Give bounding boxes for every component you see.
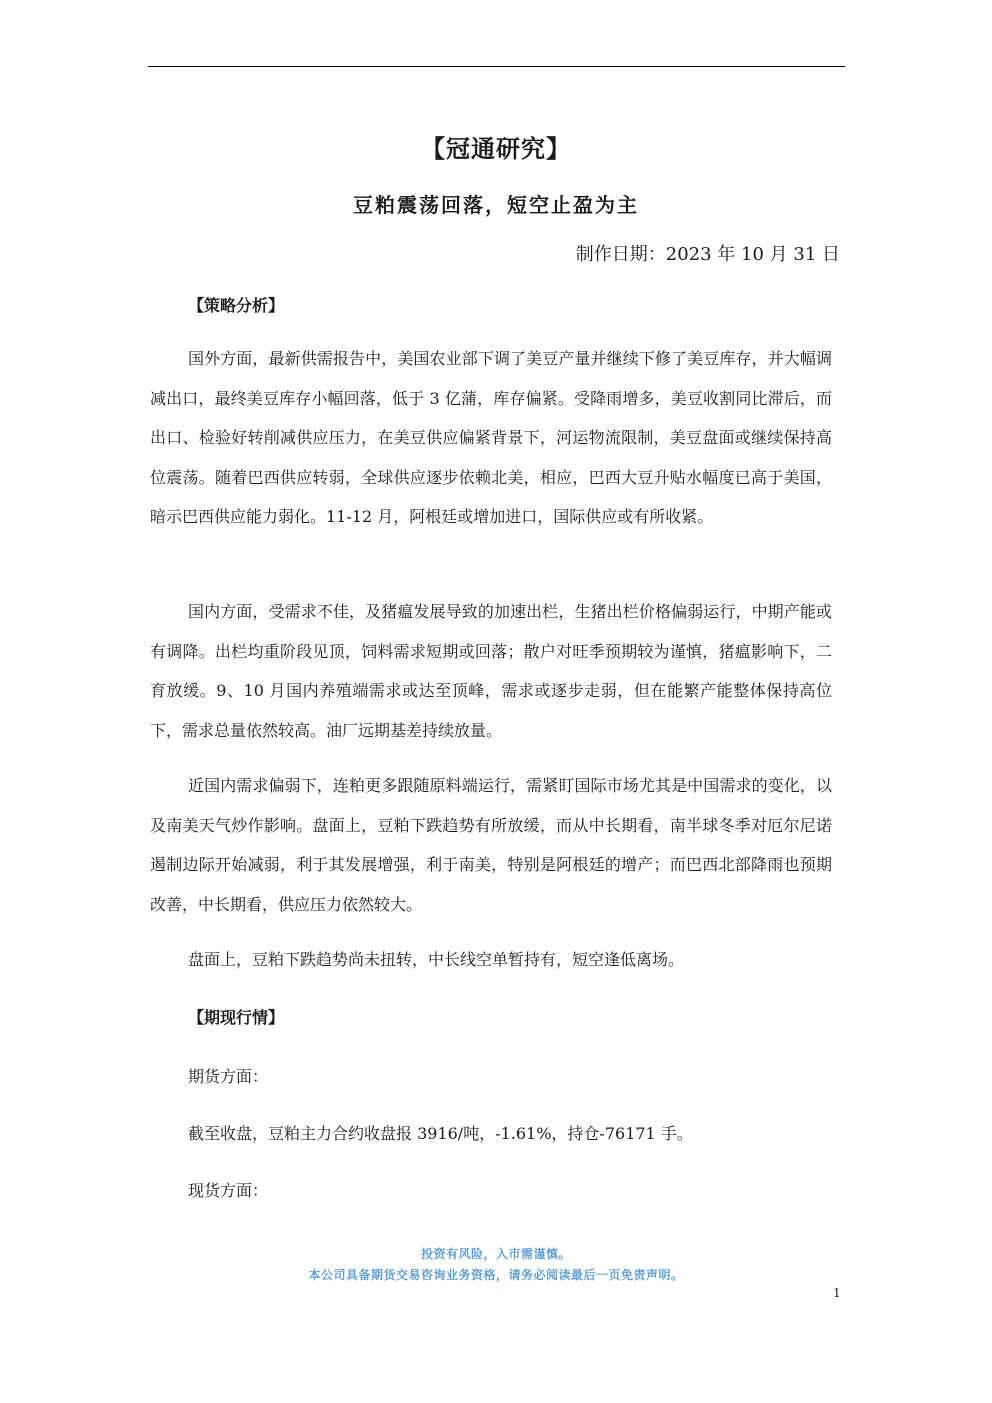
risk-notice: 投资有风险，入市需谨慎。 bbox=[420, 1247, 571, 1261]
strategy-paragraph-2: 国内方面，受需求不佳，及猪瘟发展导致的加速出栏，生猪出栏价格偏弱运行，中期产能或有调降。出栏均重阶段见顶，饲料需求短期或回落；散户对旺季预期较为谨慎，猪瘟影响下，二育放缓。9、10 月国内养殖端需求或达至顶峰，需求或逐步走弱，但在能繁产能整体保持高位下，需求总量依然较高。油厂远期基差持续放量。 bbox=[150, 602, 832, 740]
header-rule bbox=[148, 66, 845, 67]
futures-label: 期货方面： bbox=[188, 1067, 269, 1086]
spot-label: 现货方面： bbox=[188, 1181, 269, 1200]
publish-date: 制作日期：2023 年 10 月 31 日 bbox=[575, 244, 840, 265]
strategy-paragraph-3: 近国内需求偏弱下，连粕更多跟随原料端运行，需紧盯国际市场尤其是中国需求的变化，以及南美天气炒作影响。盘面上，豆粕下跌趋势有所放缓，而从中长期看，南半球冬季对厄尔尼诺遏制边际开始减弱，利于其发展增强，利于南美，特别是阿根廷的增产；而巴西北部降雨也预期改善，中长期看，供应压力依然较大。 bbox=[150, 776, 832, 914]
article-title: 豆粕震荡回落，短空止盈为主 bbox=[353, 193, 639, 217]
strategy-paragraph-4: 盘面上，豆粕下跌趋势尚未扭转，中长线空单暂持有，短空逢低离场。 bbox=[188, 950, 685, 969]
page-number: 1 bbox=[833, 1286, 841, 1300]
report-series-title: 【冠通研究】 bbox=[421, 134, 571, 163]
futures-text: 截至收盘，豆粕主力合约收盘报 3916/吨，-1.61%，持仓-76171 手。 bbox=[188, 1124, 693, 1143]
strategy-heading: 【策略分析】 bbox=[188, 296, 285, 315]
market-heading: 【期现行情】 bbox=[188, 1008, 285, 1027]
strategy-paragraph-1: 国外方面，最新供需报告中，美国农业部下调了美豆产量并继续下修了美豆库存，并大幅调减出口，最终美豆库存小幅回落，低于 3 亿蒲，库存偏紧。受降雨增多，美豆收割同比滞后，而出口、检验好转削减供应压力，在美豆供应偏紧背景下，河运物流限制，美豆盘面或继续保持高位震荡。随着巴西供应转弱，全球供应逐步依赖北美，相应，巴西大豆升贴水幅度已高于美国，暗示巴西供应能力弱化。11-12 月，阿根廷或增加进口，国际供应或有所收紧。 bbox=[150, 349, 832, 526]
disclaimer-notice: 本公司具备期货交易咨询业务资格，请务必阅读最后一页免责声明。 bbox=[308, 1268, 684, 1282]
